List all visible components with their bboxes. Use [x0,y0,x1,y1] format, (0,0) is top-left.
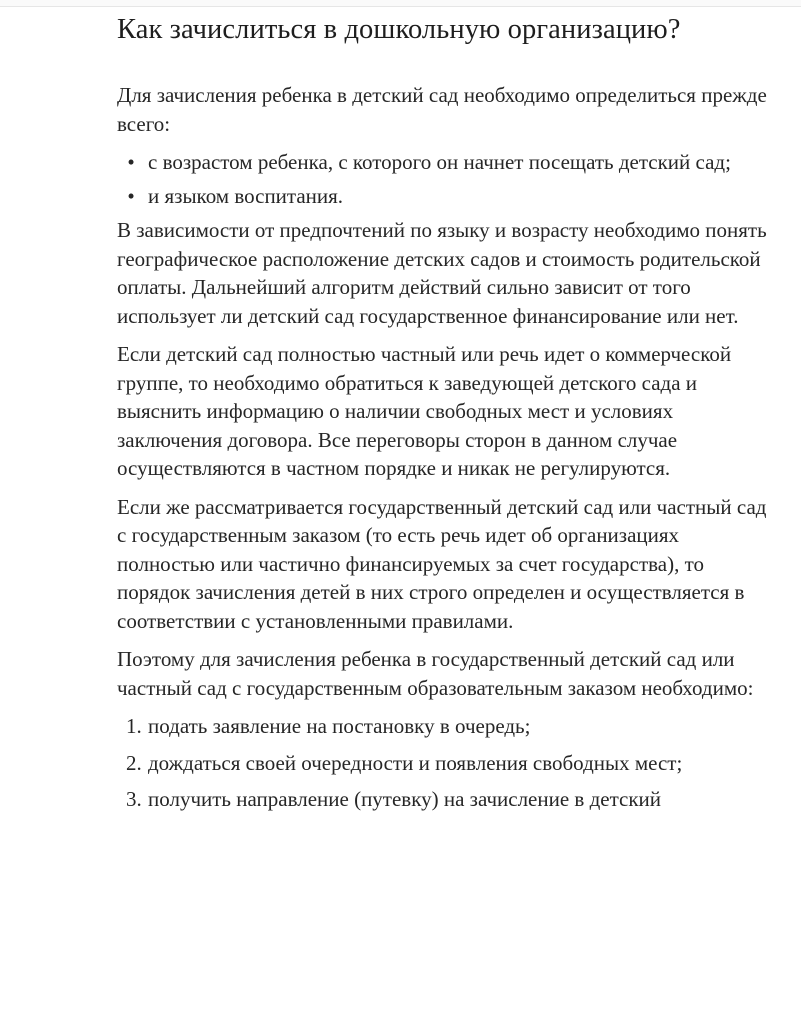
step-number: 3. [126,787,142,811]
list-item [117,182,767,211]
paragraph-state: Если же рассматривается государственный детский сад или частный сад с государственным заказом (то есть речь идет об организациях полностью или частично финансируемых за счет государства), то порядок зачисления детей в них строго определен и осуществляется в соответствии с установленными правилами. [117,494,767,633]
list-item-text: дождаться своей очередности и появления свободных мест; [148,750,683,775]
step-number: 1. [126,714,142,738]
list-item [117,148,767,177]
list-item-text: с возрастом ребенка, с которого он начнет посещать детский сад; [148,150,731,174]
paragraph-preferences: В зависимости от предпочтений по языку и возрасту необходимо понять географическое расположение детских садов и стоимость родительской оплаты. Дальнейший алгоритм действий сильно зависит от того использует ли детский сад государственное финансирование или нет. [117,218,767,328]
list-item-text: и языком воспитания. [148,183,344,208]
list-item [117,785,767,814]
steps-list [117,712,767,814]
article [117,8,767,822]
article-body [117,81,767,814]
bullet-icon: • [127,150,135,174]
criteria-list [117,148,767,210]
list-item [117,749,767,778]
list-item-text: получить направление (путевку) на зачисление в детский [148,787,662,811]
bullet-icon: • [127,183,135,208]
list-item-text: подать заявление на постановку в очередь; [148,714,531,738]
paragraph-steps-intro: Поэтому для зачисления ребенка в государственный детский сад или частный сад с государственным образовательным заказом необходимо: [117,647,754,700]
article-title: Как зачислиться в дошкольную организацию? [117,14,681,45]
step-number: 2. [126,750,142,775]
list-item [117,712,767,741]
intro-paragraph: Для зачисления ребенка в детский сад необходимо определиться прежде всего: [117,83,767,136]
top-divider [0,0,801,7]
paragraph-private: Если детский сад полностью частный или речь идет о коммерческой группе, то необходимо обратиться к заведующей детского сада и выяснить информацию о наличии свободных мест и условиях заключения договора. Все переговоры сторон в данном случае осуществляются в частном порядке и никак не регулируются. [117,342,732,480]
